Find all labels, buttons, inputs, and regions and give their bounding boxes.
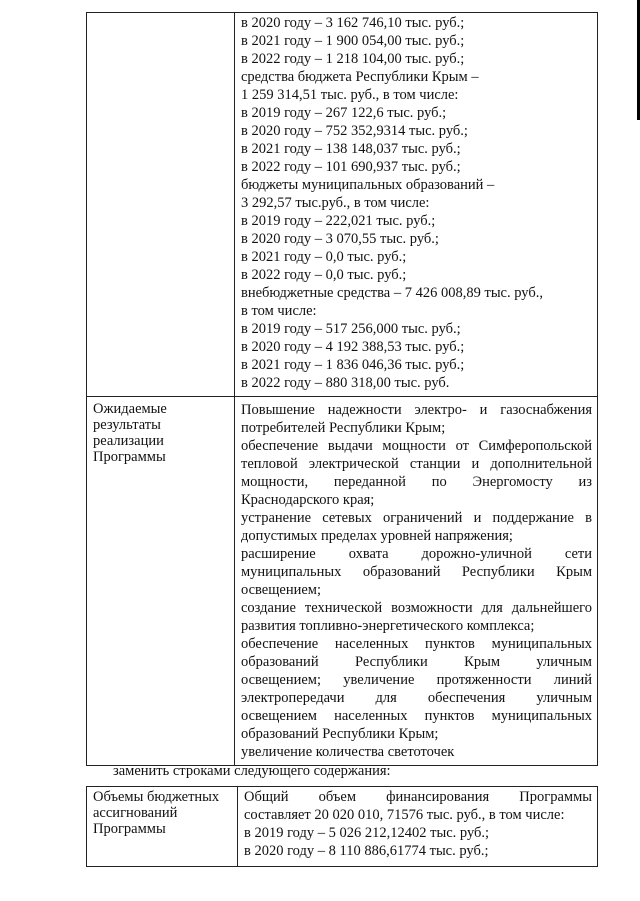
results-line: обеспечение выдачи мощности от Симферопольской <box>241 438 592 454</box>
results-line: допустимых пределах уровней напряжения; <box>241 528 513 544</box>
funding-line: в 2020 году – 752 352,9314 тыс. руб.; <box>241 123 468 139</box>
results-line: устранение сетевых ограничений и поддержание в <box>241 510 592 526</box>
funding-line: в 2021 году – 138 148,037 тыс. руб.; <box>241 141 461 157</box>
funding-line: в 2022 году – 880 318,00 тыс. руб. <box>241 375 450 391</box>
results-line: тепловой электрической станции и дополнительной <box>241 456 592 472</box>
table-row <box>87 787 598 867</box>
results-line: образований Республики Крым уличным <box>241 654 592 670</box>
funding-line: внебюджетные средства – 7 426 008,89 тыс. руб., <box>241 285 543 301</box>
funding-line: в 2019 году – 267 122,6 тыс. руб.; <box>241 105 447 121</box>
funding-line: в 2022 году – 1 218 104,00 тыс. руб.; <box>241 51 465 67</box>
funding-lines <box>241 14 592 392</box>
results-line: развития топливно-энергетического комплекса; <box>241 618 535 634</box>
funding-cell <box>235 13 598 397</box>
budget-label-line: Объемы бюджетных <box>93 789 220 805</box>
funding-line: в 2020 году – 4 192 388,53 тыс. руб.; <box>241 339 465 355</box>
results-line: муниципальных образований Республики Крым <box>241 564 592 580</box>
funding-line: в 2021 году – 1 836 046,36 тыс. руб.; <box>241 357 465 373</box>
funding-line: в 2021 году – 1 900 054,00 тыс. руб.; <box>241 33 465 49</box>
results-line: электропередачи для обеспечения уличным <box>241 690 592 706</box>
budget-label-line: ассигнований <box>93 805 178 821</box>
results-lines <box>241 401 592 761</box>
funding-line: в 2020 году – 3 070,55 тыс. руб.; <box>241 231 439 247</box>
results-line: освещением; увеличение протяженности линий <box>241 672 592 688</box>
budget-line: Общий объем финансирования Программы <box>244 789 592 805</box>
funding-line: средства бюджета Республики Крым – <box>241 69 479 85</box>
funding-line: 1 259 314,51 тыс. руб., в том числе: <box>241 87 459 103</box>
results-label-line: реализации <box>93 433 164 449</box>
results-label-line: результаты <box>93 417 161 433</box>
results-line: создание технической возможности для дальнейшего <box>241 600 592 616</box>
results-line: освещением населенных пунктов муниципальных <box>241 708 592 724</box>
results-line: мощности, переданной по Энергомосту из <box>241 474 592 490</box>
results-line: расширение охвата дорожно-уличной сети <box>241 546 592 562</box>
results-line: увеличение количества светоточек <box>241 744 455 760</box>
funding-line: в 2020 году – 3 162 746,10 тыс. руб.; <box>241 15 465 31</box>
budget-line: в 2020 году – 8 110 886,61774 тыс. руб.; <box>244 843 489 859</box>
results-label-line: Ожидаемые <box>93 401 167 417</box>
budget-cell <box>238 787 598 867</box>
funding-line: в том числе: <box>241 303 317 319</box>
results-line: освещением; <box>241 582 322 598</box>
program-passport-table <box>86 12 598 766</box>
budget-label-line: Программы <box>93 821 166 837</box>
results-line: потребителей Республики Крым; <box>241 420 446 436</box>
budget-label <box>93 789 232 837</box>
replacement-table <box>86 786 598 867</box>
results-label-line: Программы <box>93 449 166 465</box>
budget-line: в 2019 году – 5 026 212,12402 тыс. руб.; <box>244 825 490 841</box>
replacement-caption: заменить строками следующего содержания: <box>113 763 391 779</box>
table-row <box>87 397 598 766</box>
budget-line: составляет 20 020 010, 71576 тыс. руб., в том числе: <box>244 807 565 823</box>
funding-line: 3 292,57 тыс.руб., в том числе: <box>241 195 430 211</box>
results-line: образований Республики Крым; <box>241 726 439 742</box>
results-line: Повышение надежности электро- и газоснабжения <box>241 402 592 418</box>
results-line: обеспечение населенных пунктов муниципальных <box>241 636 592 652</box>
results-line: Краснодарского края; <box>241 492 375 508</box>
results-cell <box>235 397 598 766</box>
budget-lines <box>244 788 592 860</box>
results-label <box>93 401 229 465</box>
funding-line: в 2022 году – 101 690,937 тыс. руб.; <box>241 159 461 175</box>
funding-line: в 2019 году – 222,021 тыс. руб.; <box>241 213 436 229</box>
empty-label-cell <box>87 13 235 397</box>
results-label-cell <box>87 397 235 766</box>
table-row <box>87 13 598 397</box>
funding-line: бюджеты муниципальных образований – <box>241 177 495 193</box>
funding-line: в 2022 году – 0,0 тыс. руб.; <box>241 267 407 283</box>
budget-label-cell <box>87 787 238 867</box>
funding-line: в 2019 году – 517 256,000 тыс. руб.; <box>241 321 461 337</box>
funding-line: в 2021 году – 0,0 тыс. руб.; <box>241 249 407 265</box>
